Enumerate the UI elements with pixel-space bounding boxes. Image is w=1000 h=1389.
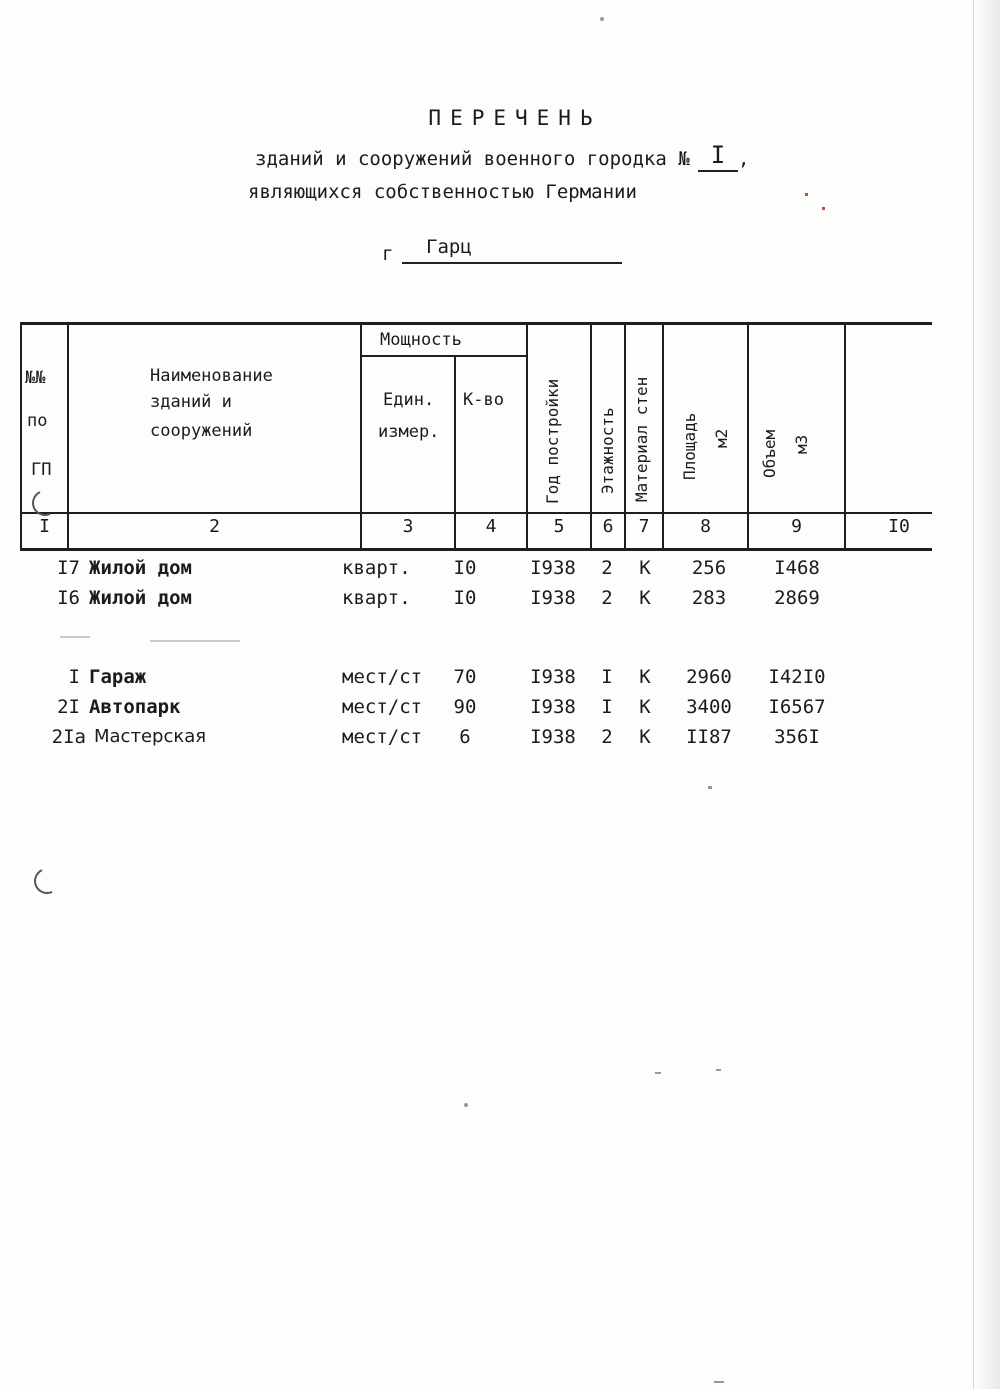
table-row bbox=[0, 587, 1000, 617]
row-qty: 6 bbox=[459, 726, 471, 748]
row-floors: 2 bbox=[601, 587, 613, 609]
table-row bbox=[0, 557, 1000, 587]
row-area: 256 bbox=[691, 557, 727, 579]
colnum-1: I bbox=[39, 516, 50, 537]
row-unit: мест/ст bbox=[342, 666, 423, 688]
row-floors: I bbox=[601, 696, 613, 718]
row-number: I6 bbox=[57, 587, 80, 609]
scan-speck bbox=[716, 1069, 721, 1071]
header-qty: К-во bbox=[463, 390, 504, 410]
row-name: Гараж bbox=[89, 666, 147, 688]
row-volume: I468 bbox=[774, 557, 820, 579]
row-name: Жилой дом bbox=[89, 587, 192, 609]
city-label: г bbox=[382, 243, 394, 265]
row-year: I938 bbox=[530, 666, 576, 688]
row-volume: 356I bbox=[774, 726, 820, 748]
header-num-line-3: ГП bbox=[31, 460, 52, 480]
row-name: Жилой дом bbox=[89, 557, 192, 579]
row-material: К bbox=[639, 557, 651, 579]
row-year: I938 bbox=[530, 557, 576, 579]
scan-speck bbox=[464, 1103, 468, 1107]
header-num-line-2: по bbox=[27, 411, 48, 431]
table-bottom-border bbox=[20, 548, 932, 551]
row-volume: 2869 bbox=[774, 587, 820, 609]
row-material: К bbox=[639, 666, 651, 688]
colnum-7: 7 bbox=[638, 516, 650, 537]
scan-speck bbox=[150, 640, 240, 642]
header-unit-line-2: измер. bbox=[378, 422, 440, 442]
header-bottom-border bbox=[20, 512, 932, 514]
header-volume-line-2: м3 bbox=[792, 434, 811, 454]
row-unit: мест/ст bbox=[342, 726, 423, 748]
row-number: I7 bbox=[57, 557, 80, 579]
scan-speck bbox=[655, 1072, 661, 1074]
row-floors: I bbox=[601, 666, 613, 688]
row-name: Мастерская bbox=[94, 726, 207, 747]
colnum-6: 6 bbox=[602, 516, 614, 537]
header-name-line-2: зданий и bbox=[150, 392, 232, 412]
header-area-line-2: м2 bbox=[712, 428, 731, 448]
scan-speck bbox=[822, 207, 825, 210]
row-floors: 2 bbox=[601, 726, 613, 748]
row-floors: 2 bbox=[601, 557, 613, 579]
header-name-line-3: сооружений bbox=[150, 421, 253, 441]
table-row bbox=[0, 726, 1000, 756]
punch-hole-bottom bbox=[30, 864, 63, 897]
row-year: I938 bbox=[530, 587, 576, 609]
header-material: Материал стен bbox=[632, 376, 651, 502]
scan-speck bbox=[708, 786, 712, 789]
row-material: К bbox=[639, 726, 651, 748]
header-capacity: Мощность bbox=[380, 330, 462, 350]
subtitle-comma: , bbox=[738, 148, 750, 170]
row-material: К bbox=[639, 696, 651, 718]
row-unit: кварт. bbox=[342, 587, 411, 609]
row-volume: I42I0 bbox=[768, 666, 826, 688]
row-area: 283 bbox=[691, 587, 727, 609]
subtitle-line-1: зданий и сооружений военного городка № bbox=[255, 148, 690, 170]
row-number: 2Iа bbox=[51, 726, 86, 748]
row-area: 3400 bbox=[686, 696, 732, 718]
header-unit-line-1: Един. bbox=[383, 390, 435, 410]
row-qty: I0 bbox=[453, 587, 477, 609]
row-unit: мест/ст bbox=[342, 696, 423, 718]
table-row bbox=[0, 666, 1000, 696]
scan-speck bbox=[805, 193, 808, 196]
town-number: I bbox=[698, 140, 738, 172]
colnum-9: 9 bbox=[791, 516, 802, 537]
colnum-2: 2 bbox=[209, 516, 220, 537]
row-area: 2960 bbox=[686, 666, 732, 688]
row-year: I938 bbox=[530, 726, 576, 748]
row-year: I938 bbox=[530, 696, 576, 718]
row-qty: I0 bbox=[453, 557, 477, 579]
table-top-border bbox=[20, 322, 932, 325]
header-year: Год постройки bbox=[543, 378, 562, 504]
row-number: 2I bbox=[57, 696, 80, 718]
colnum-8: 8 bbox=[700, 516, 711, 537]
subtitle-line-2: являющихся собственностью Германии bbox=[248, 181, 637, 203]
scan-speck bbox=[600, 17, 604, 21]
scan-speck bbox=[714, 1381, 724, 1383]
scan-speck bbox=[60, 636, 90, 638]
row-qty: 70 bbox=[453, 666, 477, 688]
punch-hole-top bbox=[28, 486, 61, 519]
row-unit: кварт. bbox=[342, 557, 411, 579]
capacity-divider bbox=[362, 355, 526, 357]
header-num-line-1: №№ bbox=[25, 368, 46, 388]
colnum-5: 5 bbox=[553, 516, 565, 537]
row-volume: I6567 bbox=[768, 696, 826, 718]
city-name: Гарц bbox=[402, 236, 622, 264]
row-qty: 90 bbox=[453, 696, 477, 718]
table-row bbox=[0, 696, 1000, 726]
colnum-4: 4 bbox=[485, 516, 497, 537]
colnum-3: 3 bbox=[402, 516, 414, 537]
row-area: II87 bbox=[686, 726, 732, 748]
header-volume-line-1: Объем bbox=[760, 429, 779, 478]
document-title: ПЕРЕЧЕНЬ bbox=[428, 106, 602, 130]
header-area-line-1: Площадь bbox=[680, 412, 699, 480]
header-name-line-1: Наименование bbox=[150, 366, 273, 386]
colnum-10: I0 bbox=[888, 516, 910, 537]
row-number: I bbox=[68, 666, 80, 688]
row-material: К bbox=[639, 587, 651, 609]
row-name: Автопарк bbox=[89, 696, 181, 718]
header-floors: Этажность bbox=[598, 407, 617, 494]
